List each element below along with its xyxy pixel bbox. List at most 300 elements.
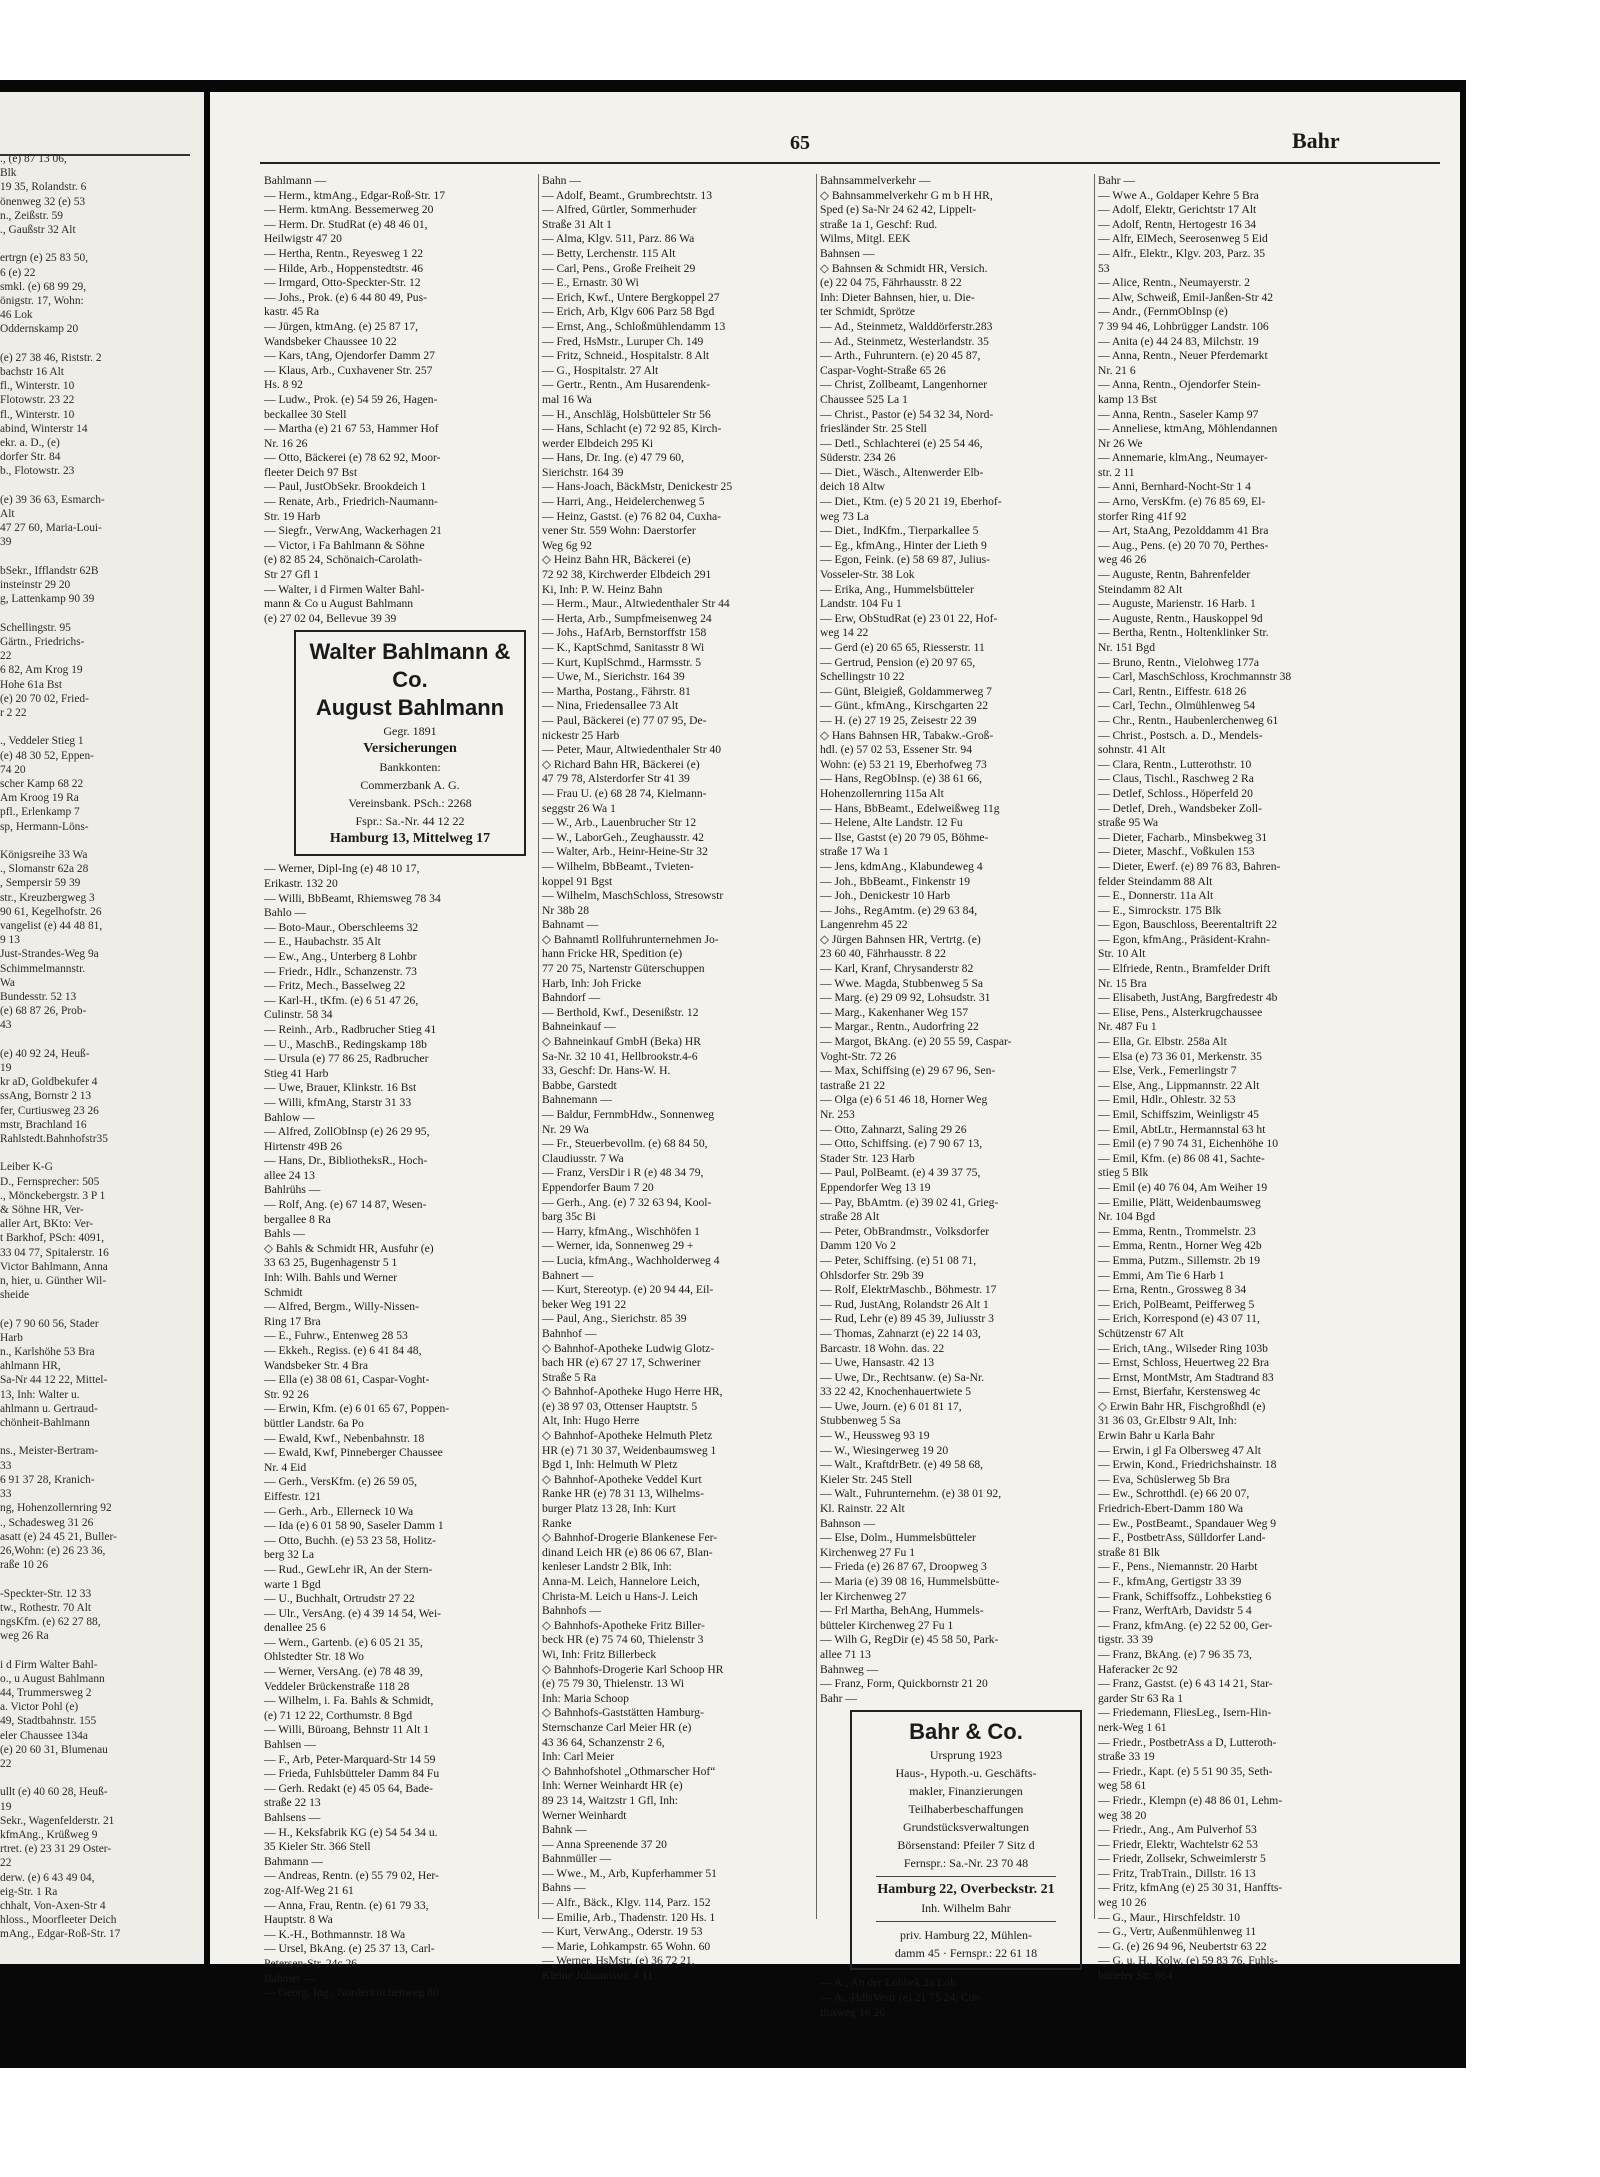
directory-entry: — Martha (e) 21 67 53, Hammer Hof [264, 422, 439, 436]
directory-entry: — Eg., kfmAng., Hinter der Lieth 9 [820, 538, 987, 552]
directory-entry: — Johs., RegAmtm. (e) 29 63 84, [820, 903, 978, 917]
directory-entry: — Erich, tAng., Wilseder Ring 103b [1098, 1341, 1268, 1355]
directory-entry: berg 32 La [264, 1548, 315, 1562]
directory-entry: Haferacker 2c 92 [1098, 1662, 1178, 1676]
directory-entry: Sternschanze Carl Meier HR (e) [542, 1720, 692, 1734]
surname-heading: Bahnhofs — [542, 1604, 601, 1618]
directory-entry: Wi, Inh: Fritz Billerbeck [542, 1647, 657, 1661]
left-page-line [0, 550, 192, 564]
directory-entry: — Victor, i Fa Bahlmann & Söhne [264, 538, 425, 552]
directory-entry: weg 46 26 [1098, 553, 1147, 567]
directory-column-2 [542, 174, 812, 1984]
directory-entry: kamp 13 Bst [1098, 392, 1157, 406]
ad-private-address: priv. Hamburg 22, Mühlen- [900, 1928, 1032, 1943]
directory-entry: Str. 19 Harb [264, 509, 321, 523]
directory-entry: — Anna, Rentn., Neuer Pferdemarkt [1098, 349, 1268, 363]
left-page-line: Just-Strandes-Weg 9a [0, 948, 99, 961]
directory-entry: — Frank, Schiffsoffz., Lohbekstieg 6 [1098, 1589, 1272, 1603]
directory-entry: — Gerh., Arb., Ellerneck 10 Wa [264, 1504, 414, 1518]
advertisement-walter-bahlmann [294, 630, 526, 856]
directory-entry: stieg 5 Blk [1098, 1166, 1149, 1180]
directory-entry: — Walt., KraftdrBetr. (e) 49 58 68, [820, 1458, 984, 1472]
left-page-line: b., Flotowstr. 23 [0, 465, 75, 478]
directory-entry: ◇ Bahls & Schmidt HR, Ausfuhr (e) [264, 1241, 434, 1255]
left-page-line: Flotowstr. 23 22 [0, 394, 75, 407]
left-page-line: ng, Hohenzollernring 92 [0, 1502, 112, 1515]
left-page-line: 90 61, Kegelhofstr. 26 [0, 905, 102, 918]
directory-entry: — Emma, Putzm., Sillemstr. 2b 19 [1098, 1253, 1260, 1267]
directory-entry: Vosseler-Str. 38 Lok [820, 568, 915, 582]
directory-entry: — Hans, Dr. Ing. (e) 47 79 60, [542, 451, 685, 465]
directory-entry: ◇ Bahnhof-Apotheke Ludwig Glotz- [542, 1341, 715, 1355]
directory-entry: mal 16 Wa [542, 392, 592, 406]
left-page-line: Wa [0, 976, 15, 989]
directory-entry: — Gerh. Redakt (e) 45 05 64, Bade- [264, 1781, 434, 1795]
directory-entry: — Erich, Kwf., Untere Bergkoppel 27 [542, 290, 720, 304]
left-page-line: n., Zeißstr. 59 [0, 209, 63, 222]
directory-entry: weg 58 61 [1098, 1779, 1147, 1793]
directory-entry: mann & Co u August Bahlmann [264, 597, 414, 611]
directory-entry: Inh: Dieter Bahnsen, hier, u. Die- [820, 290, 975, 304]
directory-entry: — Dieter, Ewerf. (e) 89 76 83, Bahren- [1098, 859, 1281, 873]
directory-entry: Hs. 8 92 [264, 378, 303, 392]
left-page-line: (e) 20 60 31, Blumenau [0, 1743, 108, 1756]
left-page-line: ertrgn (e) 25 83 50, [0, 252, 89, 265]
directory-entry: — Otto, Bäckerei (e) 78 62 92, Moor- [264, 451, 441, 465]
directory-entry: — Fr., Steuerbevollm. (e) 68 84 50, [542, 1137, 708, 1151]
directory-entry: Schellingstr 10 22 [820, 670, 905, 684]
directory-entry: — Peter, ObBrandmstr., Volksdorfer [820, 1224, 990, 1238]
directory-entry: — Andr., (FernmObInsp (e) [1098, 305, 1228, 319]
surname-heading: Bahnsammelverkehr — [820, 174, 931, 187]
directory-entry: Landstr. 104 Fu 1 [820, 597, 902, 611]
directory-entry: — Uwe, Hansastr. 42 13 [820, 1356, 934, 1370]
directory-entry: — Jens, kdmAng., Klabundeweg 4 [820, 859, 983, 873]
directory-entry: Caspar-Voght-Straße 65 26 [820, 363, 946, 377]
directory-entry: — Gertrud, Pension (e) 20 97 65, [820, 655, 976, 669]
directory-entry: — Elise, Pens., Alsterkrugchaussee [1098, 1005, 1263, 1019]
left-page-line: ngsKfm. (e) 62 27 88, [0, 1615, 101, 1628]
directory-entry: Str 27 Gfl 1 [264, 568, 320, 582]
directory-entry: ◇ Jürgen Bahnsen HR, Vertrtg. (e) [820, 932, 981, 946]
directory-entry: — Emil (e) 7 90 74 31, Eichenhöhe 10 [1098, 1137, 1278, 1151]
directory-entry: — G., Hospitalstr. 27 Alt [542, 363, 659, 377]
left-page-line: 19 [0, 1062, 12, 1074]
directory-entry: (e) 22 04 75, Fährhausstr. 8 22 [820, 276, 962, 290]
left-page-line: 19 35, Rolandstr. 6 [0, 181, 87, 194]
directory-entry: — E., Ernastr. 30 Wi [542, 276, 639, 290]
directory-entry: Steindamm 82 Alt [1098, 582, 1183, 596]
directory-entry: — Anna, Rentn., Ojendorfer Stein- [1098, 378, 1261, 392]
surname-heading: Bahls — [264, 1227, 305, 1241]
surname-heading: Bahnamt — [542, 918, 599, 932]
left-page-line [0, 1430, 192, 1444]
directory-column-3 [820, 174, 1090, 2020]
left-page-line: Oddernskamp 20 [0, 323, 79, 336]
directory-entry: warte 1 Bgd [264, 1577, 321, 1591]
directory-entry: — Erwin, Kond., Friedrichshainstr. 18 [1098, 1458, 1277, 1472]
left-page-line: n., Karlshöhe 53 Bra [0, 1346, 95, 1359]
directory-entry: Ring 17 Bra [264, 1314, 321, 1328]
directory-entry: — Detlef, Schloss., Höperfeld 20 [1098, 786, 1253, 800]
directory-entry: — Joh., Denickestr 10 Harb [820, 889, 951, 903]
left-page-line: mstr, Brachland 16 [0, 1118, 87, 1131]
left-page-line: g, Lattenkamp 90 39 [0, 593, 95, 606]
left-page-line: -Speckter-Str. 12 33 [0, 1587, 92, 1600]
directory-entry: — Harri, Ang., Heidelerchenweg 5 [542, 495, 705, 509]
directory-entry: — Alw, Schweiß, Emil-Janßen-Str 42 [1098, 290, 1274, 304]
directory-entry: — G., Vertr, Außenmühlenweg 11 [1098, 1925, 1257, 1939]
directory-entry: — F., PostbetrAss, Sülldorfer Land- [1098, 1531, 1266, 1545]
directory-entry: — Anna, Rentn., Saseler Kamp 97 [1098, 407, 1259, 421]
directory-entry: — Dieter, Maschf., Voßkulen 153 [1098, 845, 1255, 859]
directory-entry: — Friedr., Kapt. (e) 5 51 90 35, Seth- [1098, 1764, 1273, 1778]
directory-entry: — Erna, Rentn., Grossweg 8 34 [1098, 1283, 1247, 1297]
directory-entry: — Erich, Korrespond (e) 43 07 11, [1098, 1312, 1260, 1326]
left-page-line: 74 20 [0, 763, 26, 776]
directory-entry: Kl. Rainstr. 22 Alt [820, 1502, 905, 1516]
left-page-line: 47 27 60, Maria-Loui- [0, 522, 102, 535]
directory-entry: beck HR (e) 75 74 60, Thielenstr 3 [542, 1633, 704, 1647]
directory-entry: — Adolf, Elektr, Gerichtstr 17 Alt [1098, 203, 1257, 217]
directory-entry: kastr. 45 Ra [264, 305, 320, 319]
directory-entry: — H., Keksfabrik KG (e) 54 54 34 u. [264, 1825, 438, 1839]
directory-entry: — Boto-Maur., Oberschleems 32 [264, 920, 419, 934]
surname-heading: Bahnweg — [820, 1662, 879, 1676]
directory-entry: — Emma, Rentn., Trommelstr. 23 [1098, 1224, 1256, 1238]
directory-entry: — Wern., Gartenb. (e) 6 05 21 35, [264, 1635, 423, 1649]
ad-divider [876, 1876, 1056, 1877]
left-page-line: ., Gaußstr 32 Alt [0, 224, 76, 237]
left-page-line [0, 1146, 192, 1160]
directory-entry: — Franz, WerftArb, Davidstr 5 4 [1098, 1604, 1252, 1618]
directory-entry: — E., Simrockstr. 175 Blk [1098, 903, 1222, 917]
left-page-line: 33 04 77, Spitalerstr. 16 [0, 1246, 109, 1259]
left-page-line: Schimmelmannstr. [0, 962, 86, 975]
left-page-line: Sa-Nr 44 12 22, Mittel- [0, 1374, 108, 1387]
directory-entry: Friedrich-Ebert-Damm 180 Wa [1098, 1502, 1244, 1516]
directory-entry: Nr 38b 28 [542, 903, 590, 917]
surname-heading: Bahlsens — [264, 1811, 321, 1824]
surname-heading: Bahr — [1098, 174, 1136, 187]
directory-entry: — Else, Ang., Lippmannstr. 22 Alt [1098, 1078, 1260, 1092]
left-page-line: tw., Rothestr. 70 Alt [0, 1601, 92, 1614]
directory-entry: — Joh., BbBeamt., Finkenstr 19 [820, 874, 971, 888]
directory-entry: zog-Alf-Weg 21 61 [264, 1883, 354, 1897]
left-page-line: 13, Inh: Walter u. [0, 1388, 80, 1401]
directory-entry: — Pay, BbAmtm. (e) 39 02 41, Grieg- [820, 1195, 999, 1209]
directory-entry: — Ursula (e) 77 86 25, Radbrucher [264, 1052, 429, 1066]
directory-entry: — Rolf, ElektrMaschb., Böhmestr. 17 [820, 1283, 997, 1297]
surname-heading: Bahlow — [264, 1110, 315, 1124]
directory-entry: ◇ Bahnhofshotel „Othmarscher Hof“ [542, 1764, 716, 1778]
directory-entry: — Ad., Steinmetz, Walddörferstr.283 [820, 319, 993, 333]
directory-entry: — Marg., Kakenhaner Weg 157 [820, 1005, 969, 1019]
left-page-line: eler Chaussee 134a [0, 1729, 88, 1742]
directory-entry: — Werner, HsMstr. (e) 36 72 21, [542, 1954, 695, 1968]
directory-entry: — Ewald, Kwf., Nebenbahnstr. 18 [264, 1431, 425, 1445]
left-page-line: Am Kroog 19 Ra [0, 792, 79, 805]
directory-entry: — Hans, Schlacht (e) 72 92 85, Kirch- [542, 422, 722, 436]
directory-entry: — Ad., Steinmetz, Westerlandstr. 35 [820, 334, 989, 348]
directory-entry: — Wilhelm, i. Fa. Bahls & Schmidt, [264, 1694, 434, 1708]
left-page-line: Königsreihe 33 Wa [0, 848, 88, 861]
ad-description: Fernspr.: Sa.-Nr. 23 70 48 [903, 1856, 1029, 1871]
directory-entry: — H., Anschläg, Holsbütteler Str 56 [542, 407, 711, 421]
directory-entry: — Karl-H., tKfm. (e) 6 51 47 26, [264, 993, 419, 1007]
directory-entry: — U., Buchhalt, Ortrudstr 27 22 [264, 1592, 415, 1606]
surname-heading: Bahn — [542, 174, 581, 187]
directory-entry: 43 36 64, Schanzenstr 2 6, [542, 1735, 665, 1749]
directory-entry: — Frieda, Fuhlsbütteler Damm 84 Fu [264, 1767, 440, 1781]
directory-entry: — Diet., IndKfm., Tierparkallee 5 [820, 524, 979, 538]
directory-entry: 33, Geschf: Dr. Hans-W. H. [542, 1064, 671, 1078]
directory-entry: Nr. 15 Bra [1098, 976, 1147, 990]
directory-entry: — G. (e) 26 94 96, Neubertstr 63 22 [1098, 1939, 1267, 1953]
directory-entry: allee 24 13 [264, 1168, 315, 1182]
directory-entry: — W., Wiesingerweg 19 20 [820, 1443, 949, 1457]
left-page-line: 33 [0, 1459, 12, 1472]
directory-entry: (e) 75 79 30, Thielenstr. 13 Wi [542, 1677, 685, 1691]
directory-entry: 53 [1098, 261, 1110, 275]
left-page-line: önenweg 32 (e) 53 [0, 195, 86, 208]
directory-entry: — Peter, Maur, Altwiedenthaler Str 40 [542, 743, 722, 757]
ad-bank-title: Bankkonten: [379, 760, 441, 775]
directory-entry: — Wwe. Magda, Stubbenweg 5 Sa [820, 976, 984, 990]
directory-entry: bütteler Kirchenweg 27 Fu 1 [820, 1618, 954, 1632]
directory-entry: bergallee 8 Ra [264, 1212, 331, 1226]
directory-entry: — Betty, Lerchenstr. 115 Alt [542, 246, 676, 260]
directory-entry: — Diet., Ktm. (e) 5 20 21 19, Eberhof- [820, 495, 1002, 509]
directory-entry: — Hans, RegObInsp. (e) 38 61 66, [820, 772, 982, 786]
directory-entry: — Paul, PolBeamt. (e) 4 39 37 75, [820, 1166, 981, 1180]
left-page-line: 22 [0, 650, 12, 663]
directory-entry: — Baldur, FernmbHdw., Sonnenweg [542, 1108, 715, 1121]
left-page-line: t Barkhof, PSch: 4091, [0, 1232, 105, 1245]
surname-heading: Bahnson — [820, 1516, 876, 1530]
ad-founded: Gegr. 1891 [383, 724, 437, 739]
left-page-line: 49, Stadtbahnstr. 155 [0, 1715, 97, 1728]
directory-entry: — Emmi, Am Tie 6 Harb 1 [1098, 1268, 1225, 1282]
directory-entry: Hauptstr. 8 Wa [264, 1913, 333, 1927]
directory-entry: tiusweg 16 26 [820, 2005, 886, 2019]
left-page-text [0, 152, 192, 1942]
left-page-line: (e) 39 36 63, Esmarch- [0, 493, 105, 506]
directory-entry: — Anita (e) 44 24 83, Milchstr. 19 [1098, 334, 1259, 348]
directory-entry: Veddeler Brückenstraße 118 28 [264, 1679, 410, 1693]
left-page-line: scher Kamp 68 22 [0, 777, 84, 790]
left-page-line: D., Fernsprecher: 505 [0, 1175, 100, 1188]
left-page-line: asatt (e) 24 45 21, Buller- [0, 1530, 117, 1543]
directory-entry: — Walt., Fuhrunternehm. (e) 38 01 92, [820, 1487, 1002, 1501]
left-page-line: Schellingstr. 95 [0, 621, 71, 634]
directory-entry: — A., An der Lohbek 2a Lok [820, 1976, 956, 1990]
directory-entry: ◇ Bahnhof-Apotheke Veddel Kurt [542, 1472, 702, 1486]
directory-entry: — Elisabeth, JustAng, Bargfredestr 4b [1098, 991, 1278, 1005]
directory-entry: — Rud, Lehr (e) 89 45 39, Juliusstr 3 [820, 1312, 994, 1326]
left-page-line: sp, Hermann-Löns- [0, 820, 89, 833]
left-page-line: aller Art, BKto: Ver- [0, 1218, 94, 1231]
directory-entry: — Franz, Gastst. (e) 6 43 14 21, Star- [1098, 1677, 1273, 1691]
left-page-line: weg 26 Ra [0, 1630, 49, 1643]
directory-entry: — Emilie, Plätt, Weidenbaumsweg [1098, 1195, 1261, 1209]
directory-entry: — Auguste, Marienstr. 16 Harb. 1 [1098, 597, 1256, 611]
directory-entry: Nr. 253 [820, 1108, 855, 1121]
directory-entry: — Wwe A., Goldaper Kehre 5 Bra [1098, 188, 1259, 202]
directory-entry: — Eva, Schüslerweg 5b Bra [1098, 1472, 1230, 1486]
directory-entry: storfer Ring 41f 92 [1098, 509, 1187, 523]
directory-entry: 33 22 42, Knochenhauertwiete 5 [820, 1385, 971, 1399]
directory-entry: — Hilde, Arb., Hoppenstedtstr. 46 [264, 261, 424, 275]
directory-entry: — Annemarie, klmAng., Neumayer- [1098, 451, 1268, 465]
surname-heading: Bahnmüller — [542, 1852, 612, 1866]
surname-heading: Bahnhof — [542, 1326, 597, 1340]
directory-entry: — E., Fuhrw., Entenweg 28 53 [264, 1329, 408, 1343]
directory-entry: beker Weg 191 22 [542, 1297, 627, 1311]
directory-entry: — Franz, kfmAng. (e) 22 52 00, Ger- [1098, 1618, 1273, 1632]
directory-entry: — Fritz, Schneid., Hospitalstr. 8 Alt [542, 349, 710, 363]
left-page-line: str., Kreuzbergweg 3 [0, 891, 95, 904]
ad-owner: Inh. Wilhelm Bahr [921, 1901, 1011, 1916]
directory-entry: — Willi, BbBeamt, Rhiemsweg 78 34 [264, 891, 441, 905]
left-page-line: Harb [0, 1331, 23, 1344]
left-page-line: ssAng, Bornstr 2 13 [0, 1090, 92, 1103]
directory-entry: — Marie, Lohkampstr. 65 Wohn. 60 [542, 1939, 711, 1953]
left-page-line: Sekr., Wagenfelderstr. 21 [0, 1814, 115, 1827]
left-page-line: Alt [0, 508, 15, 521]
left-page-line: 19 [0, 1800, 12, 1813]
directory-entry: — Walter, i d Firmen Walter Bahl- [264, 582, 425, 596]
directory-entry: — Uwe, Brauer, Klinkstr. 16 Bst [264, 1081, 417, 1095]
directory-entry: Straße 5 Ra [542, 1370, 597, 1384]
directory-entry: ◇ Bahnsen & Schmidt HR, Versich. [820, 261, 988, 275]
left-page-line: bSekr., Ifflandstr 62B [0, 564, 99, 577]
directory-entry: weg 14 22 [820, 626, 869, 640]
directory-entry: — Erwin, Kfm. (e) 6 01 65 67, Poppen- [264, 1402, 450, 1416]
directory-entry: — Peter, Schiffsing. (e) 51 08 71, [820, 1253, 977, 1267]
directory-entry: — Emil, AbtLtr., Hermannstal 63 ht [1098, 1122, 1266, 1136]
page-number: 65 [790, 132, 810, 154]
directory-entry: Kieler Str. 245 Stell [820, 1472, 913, 1486]
directory-entry: — Kars, tAng, Ojendorfer Damm 27 [264, 349, 435, 363]
left-page-line: a. Victor Pohl (e) [0, 1701, 79, 1714]
directory-entry: — F., kfmAng, Gertigstr 33 39 [1098, 1575, 1242, 1588]
ad-description: Börsenstand: Pfeiler 7 Sitz d [897, 1838, 1035, 1853]
directory-entry: — F., Pens., Niemannstr. 20 Harbt [1098, 1560, 1258, 1574]
directory-entry: ◇ Bahnhof-Drogerie Blankenese Fer- [542, 1531, 718, 1545]
directory-entry: — Berthold, Kwf., Desenißstr. 12 [542, 1005, 699, 1019]
directory-entry: Eppendorfer Baum 7 20 [542, 1180, 654, 1194]
directory-entry: (e) 82 85 24, Schönaich-Carolath- [264, 553, 423, 567]
directory-entry: — Emil, Schiffszim, Weinligstr 45 [1098, 1108, 1259, 1121]
directory-entry: — G., Maur., Hirschfeldstr. 10 [1098, 1910, 1241, 1924]
directory-entry: Süderstr. 234 26 [820, 451, 896, 465]
surname-heading: Bahlsen — [264, 1738, 316, 1752]
column-separator [816, 174, 817, 1919]
directory-entry: vener Str. 559 Wohn: Daerstorfer [542, 524, 696, 538]
left-page-line: ns., Meister-Bertram- [0, 1445, 99, 1458]
directory-entry: — Frieda (e) 26 87 67, Droopweg 3 [820, 1560, 987, 1574]
directory-entry: — Ludw., Prok. (e) 54 59 26, Hagen- [264, 392, 438, 406]
surname-heading: Bahlmann — [264, 174, 327, 187]
directory-entry: — Alfred, Gürtler, Sommerhuder [542, 203, 697, 217]
directory-entry: fleeter Deich 97 Bst [264, 465, 358, 479]
directory-entry: — Paul, Bäckerei (e) 77 07 95, De- [542, 713, 707, 727]
directory-entry: — Nina, Friedensallee 73 Alt [542, 699, 679, 713]
left-page-line: Rahlstedt.Bahnhofstr35 [0, 1133, 108, 1146]
left-page-line: ., Veddeler Stieg 1 [0, 735, 84, 748]
directory-entry: straße 95 Wa [1098, 816, 1159, 830]
directory-entry: — Carl, Techn., Olmühlenweg 54 [1098, 699, 1256, 713]
directory-entry: — Uwe, M., Sierichstr. 164 39 [542, 670, 685, 684]
left-page-line: kfmAng., Krüßweg 9 [0, 1828, 98, 1841]
left-page-line: 43 [0, 1019, 12, 1032]
left-page-line: 46 Lok [0, 309, 33, 322]
directory-entry: Sped (e) Sa-Nr 24 62 42, Lippelt- [820, 203, 977, 217]
directory-entry: straße 28 Alt [820, 1210, 880, 1224]
directory-entry: Ohlsdorfer Str. 29b 39 [820, 1268, 924, 1282]
header-rule [260, 162, 1440, 164]
directory-entry: — Erw, ObStudRat (e) 23 01 22, Hof- [820, 611, 998, 625]
directory-entry: — Reinh., Arb., Radbrucher Stieg 41 [264, 1022, 437, 1036]
directory-entry: — Alfred, Bergm., Willy-Nissen- [264, 1300, 419, 1314]
directory-entry: — Jürgen, ktmAng. (e) 25 87 17, [264, 319, 419, 333]
left-page-line: vangelist (e) 44 48 81, [0, 919, 103, 932]
directory-entry: 7 39 94 46, Lohbrügger Landstr. 106 [1098, 319, 1269, 333]
left-page-line: (e) 20 70 02, Fried- [0, 692, 89, 705]
directory-entry: — Ilse, Gastst (e) 20 79 05, Böhme- [820, 830, 989, 844]
directory-entry: — Anna Spreenende 37 20 [542, 1837, 667, 1851]
directory-entry: Weg 6g 92 [542, 538, 592, 552]
directory-entry: Christa-M. Leich u Hans-J. Leich [542, 1589, 698, 1603]
directory-entry: — Anneliese, ktmAng, Möhlendannen [1098, 422, 1278, 436]
directory-entry: (e) 38 97 03, Ottenser Hauptstr. 5 [542, 1399, 698, 1413]
directory-entry: Bgd 1, Inh: Helmuth W Pletz [542, 1458, 678, 1472]
directory-entry: — Alfred, ZollObInsp (e) 26 29 95, [264, 1125, 430, 1139]
directory-entry: — Wilhelm, MaschSchloss, Stresowstr [542, 889, 724, 903]
directory-entry: — Carl, MaschSchloss, Krochmannstr 38 [1098, 670, 1292, 684]
left-page-line: sheide [0, 1289, 30, 1302]
directory-entry: — Hans, Dr., BibliotheksR., Hoch- [264, 1154, 428, 1168]
directory-entry: — Kurt, VerwAng., Oderstr. 19 53 [542, 1925, 703, 1939]
directory-entry: straße 17 Wa 1 [820, 845, 889, 859]
directory-entry: — E., Haubachstr. 35 Alt [264, 935, 381, 949]
directory-entry: — Frl Martha, BehAng, Hummels- [820, 1604, 984, 1618]
directory-entry: friesländer Str. 25 Stell [820, 422, 927, 436]
directory-entry: — Ida (e) 6 01 58 90, Saseler Damm 1 [264, 1519, 444, 1533]
directory-entry: — Auguste, Rentn., Hauskoppel 9d [1098, 611, 1263, 625]
left-page-line: pfl., Erlenkamp 7 [0, 806, 80, 819]
directory-entry: Sa-Nr. 32 10 41, Hellbrookstr.4-6 [542, 1049, 698, 1063]
directory-entry: burger Platz 13 28, Inh: Kurt [542, 1502, 676, 1516]
left-page-line: 22 [0, 1757, 12, 1770]
surname-heading: Bahnemann — [542, 1093, 612, 1107]
directory-entry: — Gertr., Rentn., Am Husarendenk- [542, 378, 711, 392]
directory-entry: — Ella, Gr. Elbstr. 258a Alt [1098, 1035, 1227, 1049]
directory-entry: ◇ Bahnamtl Rollfuhrunternehmen Jo- [542, 932, 719, 946]
directory-entry: — Carl, Rentn., Eiffestr. 618 26 [1098, 684, 1247, 698]
directory-entry: — Rud., GewLehr iR, An der Stern- [264, 1562, 433, 1576]
directory-entry: — Fritz, kfmAng (e) 25 30 31, Hanffts- [1098, 1881, 1283, 1895]
directory-entry: Ranke [542, 1516, 572, 1530]
surname-heading: Bahnk — [542, 1823, 587, 1837]
directory-entry: — Arno, VersKfm. (e) 76 85 69, El- [1098, 495, 1266, 509]
left-page-line: 6 91 37 28, Kranich- [0, 1473, 95, 1486]
directory-entry: büttler Landstr. 6a Po [264, 1416, 364, 1430]
directory-entry: — Ew., Schrotthdl. (e) 66 20 07, [1098, 1487, 1250, 1501]
directory-entry: hdl. (e) 57 02 53, Essener Str. 94 [820, 743, 972, 757]
directory-entry: — Hans-Joach, BäckMstr, Denickestr 25 [542, 480, 733, 494]
